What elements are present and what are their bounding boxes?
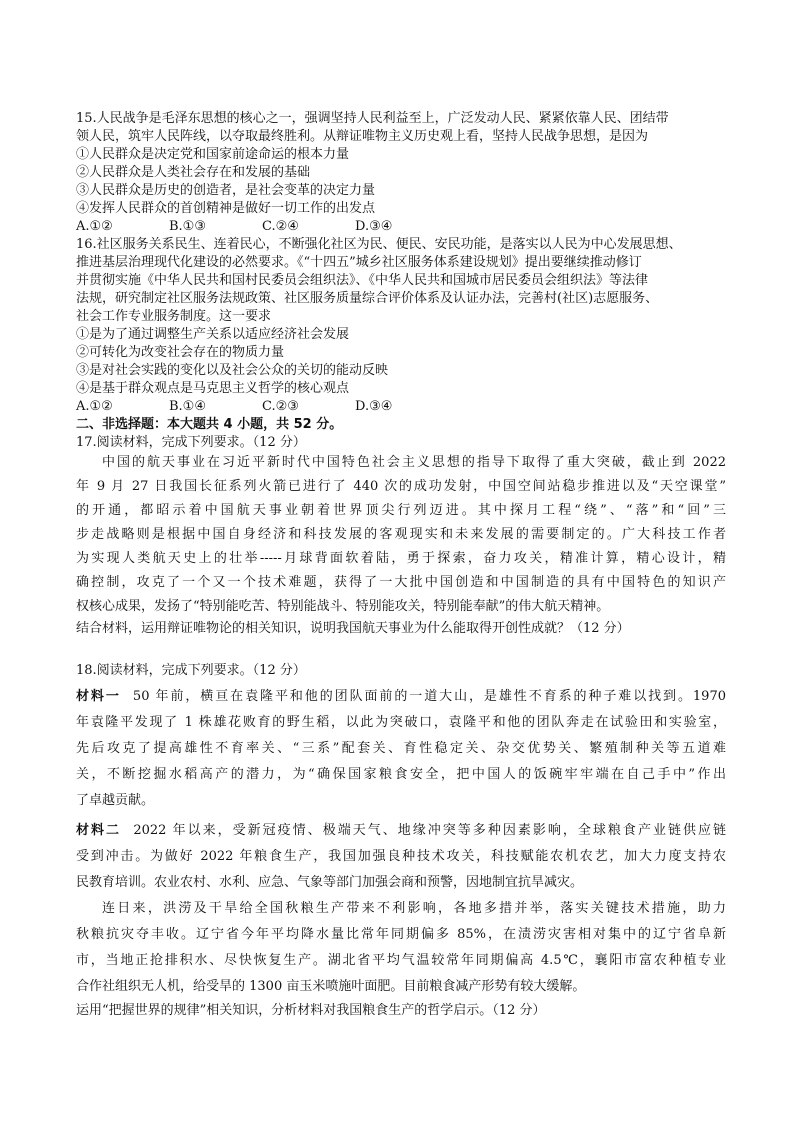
q18-title: 18.阅读材料，完成下列要求。（12 分） <box>76 663 306 678</box>
q17-paragraph-line-1: 中国的航天事业在习近平新时代中国特色社会主义思想的指导下取得了重大突破，截止到 2022 <box>102 455 726 470</box>
q18-material2-line-5: 秋粮抗灾夺丰收。辽宁省今年平均降水量比常年同期偏多 85%，在渍涝灾害相对集中的辽宁省阜新 <box>76 927 726 942</box>
q15-option-c[interactable]: C.②④ <box>262 219 299 234</box>
q15-item-4: ④发挥人民群众的首创精神是做好一切工作的出发点 <box>76 201 376 216</box>
q18-material1-line-4: 关，不断挖掘水稻高产的潜力，为“确保国家粮食安全，把中国人的饭碗牢牢端在自己手中”作出 <box>76 767 726 782</box>
q17-question: 结合材料，运用辩证唯物论的相关知识，说明我国航天事业为什么能取得开创性成就？（12 分） <box>76 621 630 636</box>
q15-options <box>76 218 726 236</box>
q18-material1-line-1 <box>76 688 726 706</box>
section2-heading: 二、非选择题：本大题共 4 小题，共 52 分。 <box>76 417 343 432</box>
q18-material2-line-3: 民教育培训。农业农村、水利、应急、气象等部门加强会商和预警，因地制宜抗旱减灾。 <box>76 875 584 890</box>
q15-option-d[interactable]: D.③④ <box>355 219 393 234</box>
q18-material2-line-4: 连日来，洪涝及干旱给全国秋粮生产带来不利影响，各地多措并举，落实关键技术措施，助力 <box>102 901 726 916</box>
q17-paragraph-line-7: 权核心成果，发扬了“特别能吃苦、特别能战斗、特别能攻关，特别能奉献”的伟大航天精神。 <box>76 599 610 614</box>
q15-option-b[interactable]: B.①③ <box>169 219 206 234</box>
q17-paragraph-line-5: 为实现人类航天史上的壮举-----月球背面软着陆，勇于探索，奋力攻关，精准计算，精心设计，精 <box>76 551 726 566</box>
q15-item-3: ③人民群众是历史的创造者，是社会变革的决定力量 <box>76 183 376 198</box>
q16-stem-line-3: 并贯彻实施《中华人民共和国村民委员会组织法》、《中华人民共和国城市居民委员会组织法》等法律 <box>76 273 649 288</box>
q18-material2-line-7: 合作社组织无人机，给受旱的 1300 亩玉米喷施叶面肥。目前粮食减产形势有较大缓解。 <box>76 979 586 994</box>
q17-paragraph-line-4: 步走战略则是根据中国自身经济和科技发展的客观现实和未来发展的需要制定的。广大科技工作者 <box>76 527 726 542</box>
q18-material1-label: 材料一 <box>76 689 121 704</box>
q18-material2-label: 材料二 <box>76 823 122 838</box>
q16-item-3: ③是对社会实践的变化以及社会公众的关切的能动反映 <box>76 363 389 378</box>
q17-paragraph-line-2: 年 9 月 27 日我国长征系列火箭已进行了 440 次的成功发射，中国空间站稳步推进以及“天空课堂” <box>76 479 726 494</box>
q16-stem-line-4: 法规，研究制定社区服务法规政策、社区服务质量综合评价体系及认证办法，完善村(社区)志愿服务、 <box>76 291 659 306</box>
q18-material2-line-1 <box>76 822 726 840</box>
q18-question: 运用“把握世界的规律”相关知识，分析材料对我国粮食生产的哲学启示。（12 分） <box>76 1003 546 1018</box>
q15-stem-line-1: 15.人民战争是毛泽东思想的核心之一，强调坚持人民利益至上，广泛发动人民、紧紧依靠人民、团结带 <box>76 111 669 126</box>
q18-material1-line-5: 了卓越贡献。 <box>76 793 155 808</box>
q15-option-a[interactable]: A.①② <box>76 219 113 234</box>
q18-material2-line-6: 市，当地正抢排积水、尽快恢复生产。湖北省平均气温较常年同期偏高 4.5℃，襄阳市富农种植专业 <box>76 953 726 968</box>
q16-stem-line-2: 推进基层治理现代化建设的必然要求。《“十四五”城乡社区服务体系建设规划》提出要继续推动修订 <box>76 255 642 270</box>
q18-material1-line-3: 先后攻克了提高雄性不育率关、“三系”配套关、育性稳定关、杂交优势关、繁殖制种关等五道难 <box>76 741 726 756</box>
q17-paragraph-line-3: 的开通，都昭示着中国航天事业朝着世界顶尖行列迈进。其中探月工程“绕”、“落”和“回”三 <box>76 503 726 518</box>
q17-paragraph-line-6: 确控制，攻克了一个又一个技术难题，获得了一大批中国创造和中国制造的具有中国特色的知识产 <box>76 575 726 590</box>
q15-item-1: ①人民群众是决定党和国家前途命运的根本力量 <box>76 147 350 162</box>
q16-option-b[interactable]: B.①④ <box>169 399 206 414</box>
q16-option-a[interactable]: A.①② <box>76 399 113 414</box>
q15-item-2: ②人民群众是人类社会存在和发展的基础 <box>76 165 311 180</box>
q16-stem-line-5: 社会工作专业服务制度。这一要求 <box>76 309 272 324</box>
q18-material2-line-2: 受到冲击。为做好 2022 年粮食生产，我国加强良种技术攻关，科技赋能农机农艺，加大力度支持农 <box>76 849 726 864</box>
q18-material1-text-1: 50 年前，横亘在袁隆平和他的团队面前的一道大山，是雄性不育系的种子难以找到。1970 <box>132 689 726 704</box>
q16-option-c[interactable]: C.②③ <box>262 399 299 414</box>
q15-stem-line-2: 领人民，筑牢人民阵线，以夺取最终胜利。从辩证唯物主义历史观上看，坚持人民战争思想，是因为 <box>76 129 649 144</box>
q18-material1-line-2: 年袁隆平发现了 1 株雄花败育的野生稻，以此为突破口，袁隆平和他的团队奔走在试验田和实验室， <box>76 715 726 730</box>
q16-option-d[interactable]: D.③④ <box>355 399 393 414</box>
q16-stem-line-1: 16.社区服务关系民生、连着民心，不断强化社区为民、便民、安民功能，是落实以人民为中心发展思想、 <box>76 237 682 252</box>
q16-item-1: ①是为了通过调整生产关系以适应经济社会发展 <box>76 327 350 342</box>
q16-options <box>76 398 726 416</box>
q16-item-2: ②可转化为改变社会存在的物质力量 <box>76 345 285 360</box>
q17-title: 17.阅读材料，完成下列要求。（12 分） <box>76 435 306 450</box>
q18-material2-text-1: 2022 年以来，受新冠疫情、极端天气、地缘冲突等多种因素影响，全球粮食产业链供应链 <box>133 823 727 838</box>
q16-item-4: ④是基于群众观点是马克思主义哲学的核心观点 <box>76 381 350 396</box>
